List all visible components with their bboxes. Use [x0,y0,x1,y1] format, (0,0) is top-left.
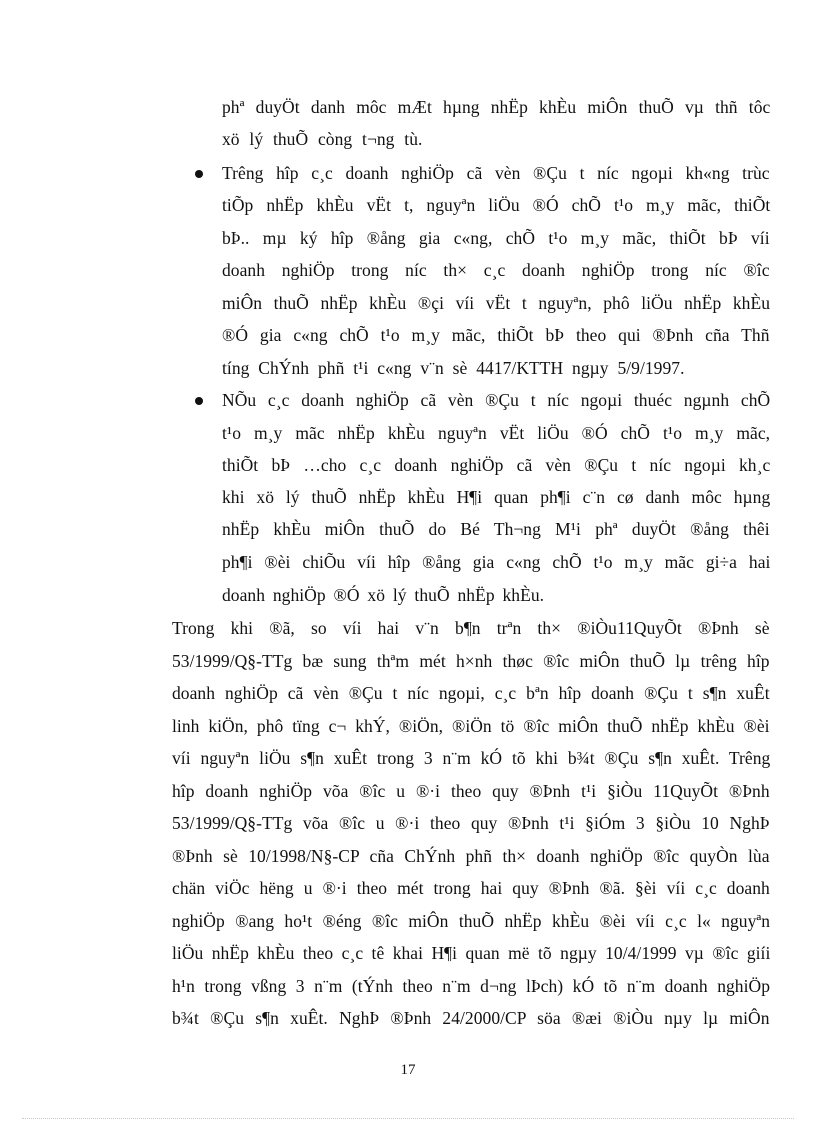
text-line: NÕu c¸c doanh nghiÖp cã vèn ®Çu t níc ngoµi thuéc ngµnh chÕ [222,390,771,410]
footer-divider [22,1118,794,1119]
text-line: 53/1999/Q§-TTg bæ sung thªm mét h×nh thøc ®îc miÔn thuÕ lµ trêng hîp [172,651,770,671]
text-line: nghiÖp ®ang ho¹t ®éng ®îc miÔn thuÕ nhËp khÈu ®èi víi c¸c l« nguyªn [172,911,771,931]
text-line: víi nguyªn liÖu s¶n xuÊt trong 3 n¨m kÓ tõ khi b¾t ®Çu s¶n xuÊt. Trêng [172,748,771,768]
text-line: khi xö lý thuÕ nhËp khÈu H¶i quan ph¶i c¨n cø danh môc hµng [222,487,771,507]
text-line: Trong khi ®ã, so víi hai v¨n b¶n trªn th× ®iÒu11QuyÕt ®Þnh sè [172,618,770,638]
page-number: 17 [400,1062,416,1078]
text-line: 53/1999/Q§-TTg võa ®îc u ®·i theo quy ®Þnh t¹i §iÓm 3 §iÒu 10 NghÞ [172,813,770,833]
text-line: bÞ.. mµ ký hîp ®ång gia c«ng, chÕ t¹o m¸y mãc, thiÕt bÞ víi [222,228,770,248]
text-line: ph¶i ®èi chiÕu víi hîp ®ång gia c«ng chÕ t¹o m¸y mãc gi÷a hai [222,552,771,572]
text-line: doanh nghiÖp ®Ó xö lý thuÕ nhËp khÈu. [222,585,545,605]
text-line: hîp doanh nghiÖp võa ®îc u ®·i theo quy ®Þnh t¹i §iÒu 11QuyÕt ®Þnh [172,781,770,801]
text-line: miÔn thuÕ nhËp khÈu ®çi víi vËt t nguyªn, phô liÖu nhËp khÈu [222,293,770,313]
text-line: ®Ó gia c«ng chÕ t¹o m¸y mãc, thiÕt bÞ theo qui ®Þnh cña Thñ [222,325,770,345]
text-line: phª duyÖt danh môc mÆt hµng nhËp khÈu miÔn thuÕ vµ thñ tôc [222,97,771,117]
text-line: ®Þnh sè 10/1998/N§-CP cña ChÝnh phñ th× doanh nghiÖp ®îc quyÒn lùa [172,846,770,866]
text-line: tiÕp nhËp khÈu vËt t, nguyªn liÖu ®Ó chÕ t¹o m¸y mãc, thiÕt [222,195,771,215]
text-line: b¾t ®Çu s¶n xuÊt. NghÞ ®Þnh 24/2000/CP söa ®æi ®iÒu nµy lµ miÔn [172,1008,770,1028]
text-line: h¹n trong vßng 3 n¨m (tÝnh theo n¨m d¬ng lÞch) kÓ tõ n¨m doanh nghiÖp [172,976,770,996]
bullet-icon [195,170,203,178]
text-line: nhËp khÈu miÔn thuÕ do Bé Th¬ng M¹i phª duyÖt ®ång thêi [222,519,770,539]
text-line: tíng ChÝnh phñ t¹i c«ng v¨n sè 4417/KTTH ngµy 5/9/1997. [222,358,685,378]
text-line: Trêng hîp c¸c doanh nghiÖp cã vèn ®Çu t níc ngoµi kh«ng trùc [222,163,770,183]
text-line: linh kiÖn, phô tïng c¬ khÝ, ®iÖn, ®iÖn tö ®îc miÔn thuÕ nhËp khÈu ®èi [172,716,770,736]
text-line: chän viÖc hëng u ®·i theo mét trong hai quy ®Þnh ®ã. §èi víi c¸c doanh [172,878,770,898]
bullet-icon [195,397,203,405]
text-line: doanh nghiÖp trong níc th× c¸c doanh nghiÖp trong níc ®îc [222,260,770,280]
text-line: doanh nghiÖp cã vèn ®Çu t níc ngoµi, c¸c bªn hîp doanh ®Çu t s¶n xuÊt [172,683,770,703]
text-line: t¹o m¸y mãc nhËp khÈu nguyªn vËt liÖu ®Ó chÕ t¹o m¸y mãc, [222,423,771,443]
text-line: xö lý thuÕ còng t¬ng tù. [222,129,423,149]
text-line: liÖu nhËp khÈu theo c¸c tê khai H¶i quan më tõ ngµy 10/4/1999 vµ ®îc giíi [172,943,771,963]
text-line: thiÕt bÞ …cho c¸c doanh nghiÖp cã vèn ®Çu t níc ngoµi kh¸c [222,455,771,475]
